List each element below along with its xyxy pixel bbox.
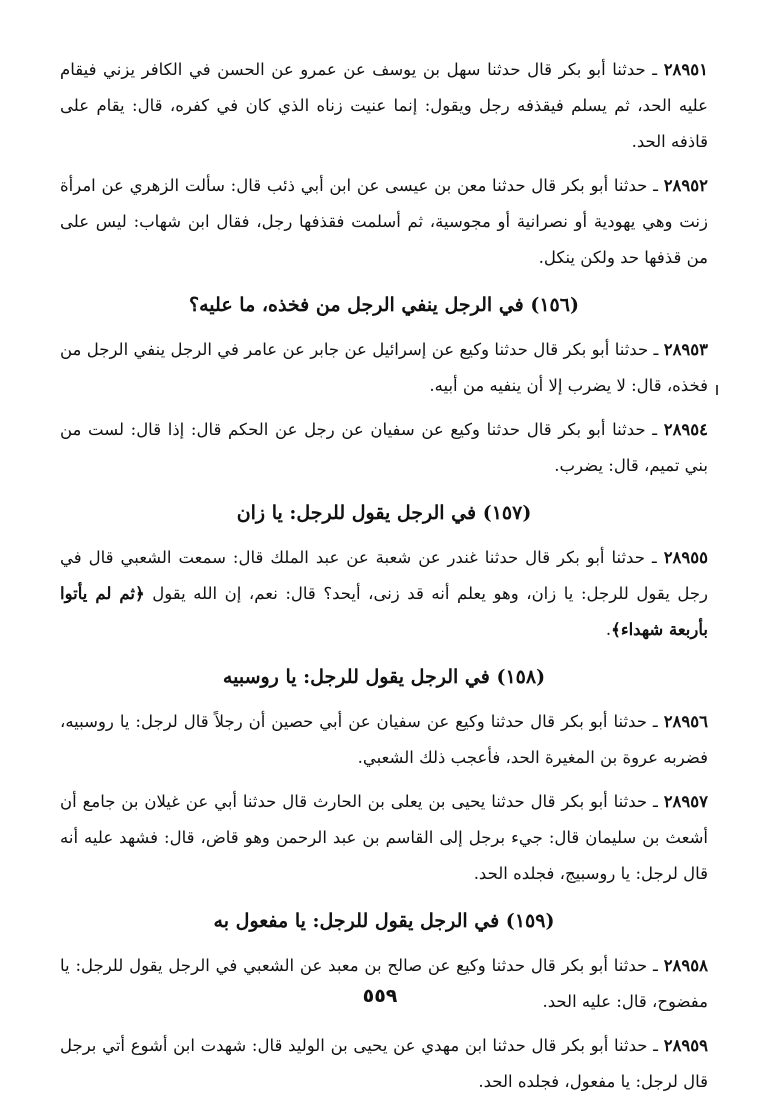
hadith-number: ٢٨٩٥٩ [663,1036,709,1055]
hadith-number: ٢٨٩٥٥ [663,548,708,567]
chapter-heading-156: (١٥٦) في الرجل ينفي الرجل من فخذه، ما عليه؟ [189,294,579,316]
hadith-28954 [60,412,708,484]
hadith-28957 [60,784,708,892]
hadith-28959 [60,1028,708,1100]
hadith-tail: . [605,620,612,639]
hadith-text: ـ حدثنا أبو بكر قال حدثنا يحيى بن يعلى بن الحارث قال حدثنا أبي عن غيلان بن جامع أن أشعث بن سليمان قال: جيء برجل إلى القاسم بن عبد الرحمن وهو قاض، قال: فشهد عليه أنه قال لرجل: يا روسبيج، فجلده الحد. [60,792,708,883]
page-body [60,52,708,1108]
page-number: ٥٥٩ [362,985,398,1007]
hadith-text: ـ حدثنا أبو بكر قال حدثنا معن بن عيسى عن ابن أبي ذئب قال: سألت الزهري عن امرأة زنت وهي يهودية أو نصرانية أو مجوسية، ثم أسلمت فقذفها رجل، فقال ابن شهاب: ليس على من قذفها حد ولكن ينكل. [60,176,708,267]
hadith-28958 [60,948,708,1020]
hadith-text: ـ حدثنا أبو بكر قال حدثنا وكيع عن إسرائيل عن جابر عن عامر في الرجل ينفي الرجل من فخذه، قال: لا يضرب إلا أن ينفيه من أبيه. [60,340,708,395]
hadith-text: ـ حدثنا أبو بكر قال حدثنا وكيع عن صالح بن معبد عن الشعبي في الرجل يقول للرجل: يا مفضوح، قال: عليه الحد. [60,956,708,1011]
chapter-heading-158: (١٥٨) في الرجل يقول للرجل: يا روسبيه [222,666,546,688]
hadith-number: ٢٨٩٥١ [663,60,708,79]
hadith-text: ـ حدثنا أبو بكر قال حدثنا ابن مهدي عن يحيى بن الوليد قال: شهدت ابن أشوع أتي برجل قال لرجل: يا مفعول، فجلده الحد. [60,1036,708,1091]
hadith-text: ـ حدثنا أبو بكر قال حدثنا وكيع عن سفيان عن رجل عن الحكم قال: إذا قال: لست من بني تميم، قال: يضرب. [60,420,708,475]
hadith-28952 [60,168,708,276]
hadith-number: ٢٨٩٥٣ [663,340,709,359]
hadith-text: ـ حدثنا أبو بكر قال حدثنا وكيع عن سفيان عن أبي حصين أن رجلاً قال لرجل: يا روسبيه، فضربه عروة بن المغيرة الحد، فأعجب ذلك الشعبي. [60,712,708,767]
hadith-number: ٢٨٩٥٦ [663,712,708,731]
hadith-28955 [60,540,708,648]
hadith-number: ٢٨٩٥٤ [663,420,709,439]
hadith-28951 [60,52,708,160]
chapter-heading-159: (١٥٩) في الرجل يقول للرجل: يا مفعول به [213,910,555,932]
hadith-text: ـ حدثنا أبو بكر قال حدثنا غندر عن شعبة عن عبد الملك قال: سمعت الشعبي قال في رجل يقول للرجل: يا زان، وهو يعلم أنه قد زنى، أيحد؟ قال: نعم، إن الله يقول [60,548,708,603]
chapter-heading-157: (١٥٧) في الرجل يقول للرجل: يا زان [236,502,532,524]
hadith-28953 [60,332,708,404]
hadith-text: ـ حدثنا أبو بكر قال حدثنا سهل بن يوسف عن عمرو عن الحسن في الكافر يزني فيقام عليه الحد، ثم يسلم فيقذفه رجل ويقول: إنما عنيت زناه الذي كان في كفره، قال: يقام على قاذفه الحد. [60,60,708,151]
quran-quote: ﴿ثم لم يأتوا بأربعة شهداء﴾ [60,584,708,639]
hadith-number: ٢٨٩٥٧ [663,792,708,811]
hadith-number: ٢٨٩٥٨ [663,956,708,975]
hadith-number: ٢٨٩٥٢ [663,176,708,195]
margin-mark [716,385,718,395]
hadith-28956 [60,704,708,776]
